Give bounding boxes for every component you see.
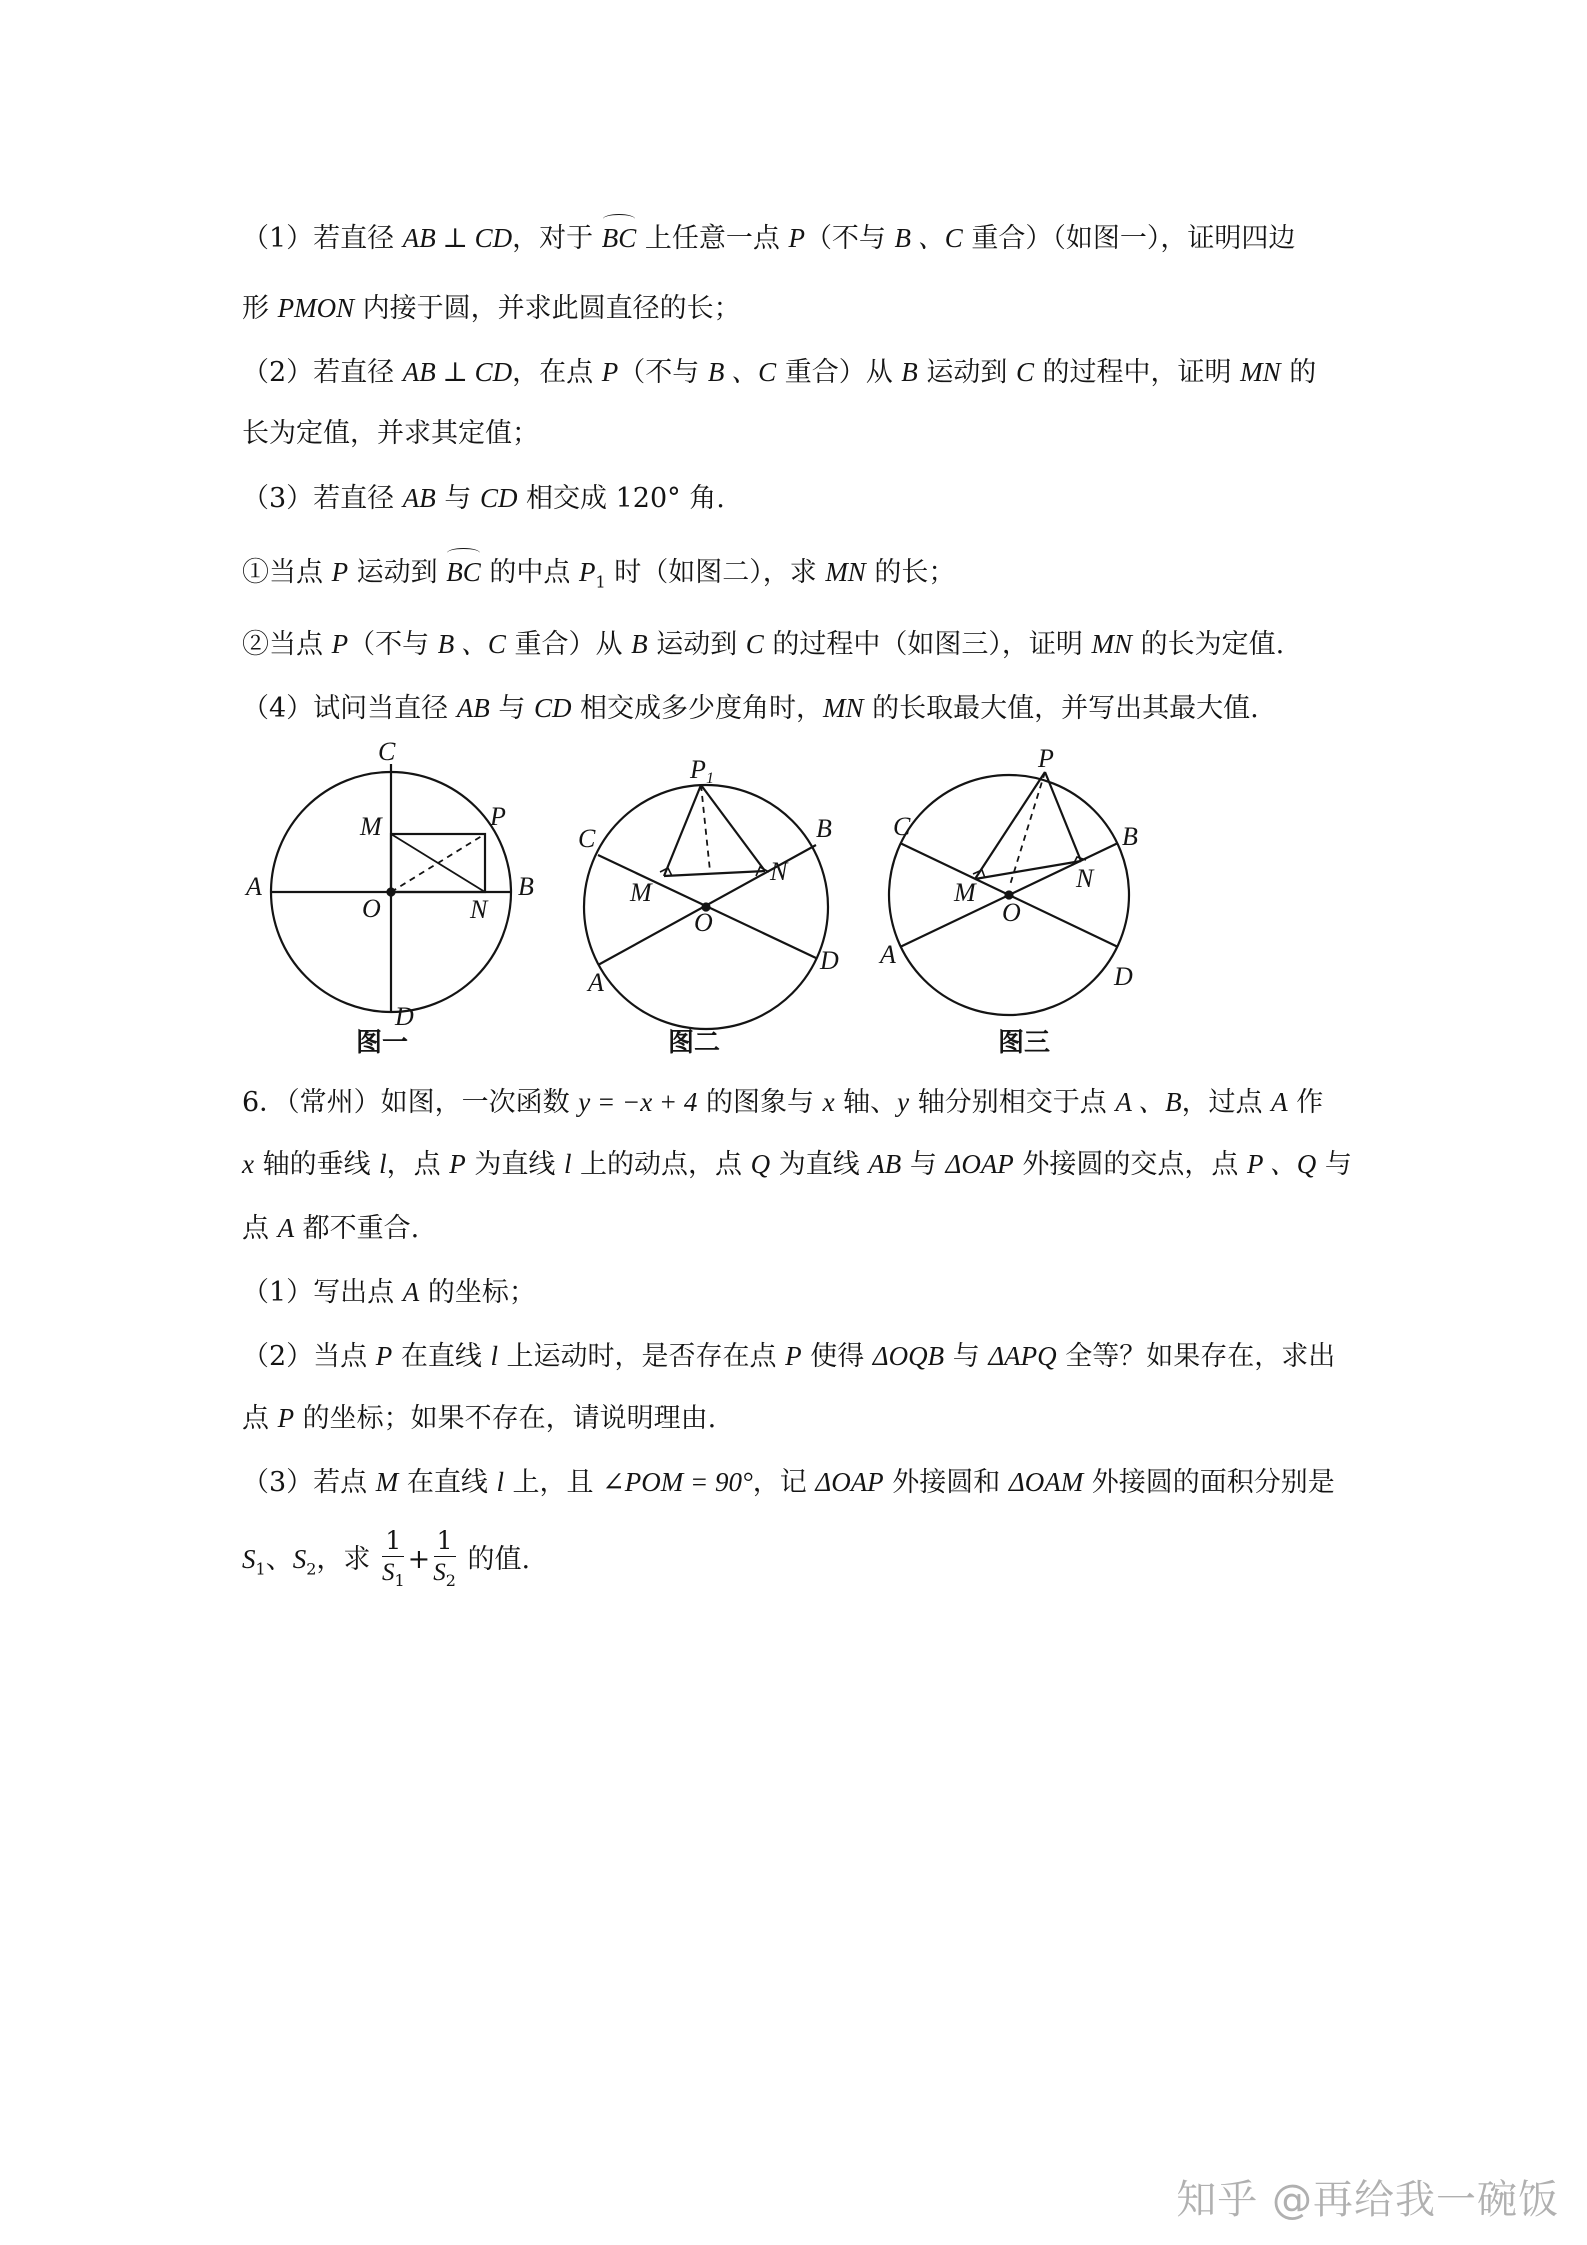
math: C bbox=[745, 629, 764, 659]
text: 点 bbox=[242, 1213, 278, 1244]
math: B 、C bbox=[437, 629, 506, 659]
text: （3）若点 bbox=[242, 1467, 376, 1498]
text: 的中点 bbox=[480, 557, 579, 588]
problem-6-part-3-cont bbox=[242, 1524, 1362, 1604]
problem-6-stem bbox=[242, 1082, 1362, 1123]
text: （1）若直径 bbox=[242, 223, 403, 254]
figure-two bbox=[584, 785, 828, 1029]
math: AB ⊥ CD bbox=[402, 223, 513, 253]
text: 运动到 bbox=[917, 357, 1016, 388]
subscript: 1 bbox=[255, 1559, 266, 1579]
caption-figure-one: 图一 bbox=[356, 1028, 409, 1058]
function: y = −x + 4 bbox=[578, 1087, 698, 1117]
point-o bbox=[388, 889, 395, 896]
math: AB ⊥ CD bbox=[402, 357, 513, 387]
text: 与 bbox=[944, 1341, 989, 1372]
math: P bbox=[449, 1149, 466, 1179]
math: A 、B bbox=[1115, 1087, 1182, 1117]
math: y bbox=[897, 1087, 910, 1117]
math: Q bbox=[750, 1149, 771, 1179]
numerator: 1 bbox=[434, 1526, 456, 1557]
text: 外接圆和 bbox=[883, 1467, 1009, 1498]
problem-5-part-3-sub-2 bbox=[242, 624, 1362, 665]
math: S bbox=[242, 1544, 256, 1574]
text: 形 bbox=[242, 293, 278, 324]
math: B bbox=[631, 629, 648, 659]
text: 的值. bbox=[458, 1544, 531, 1575]
math: P 、Q bbox=[1246, 1149, 1317, 1179]
math: AB bbox=[456, 693, 490, 723]
text: 与 bbox=[489, 693, 534, 724]
math: S bbox=[381, 1558, 395, 1586]
label-c: C bbox=[578, 824, 596, 853]
label-b: B bbox=[1122, 822, 1138, 851]
math: ΔOAP bbox=[815, 1467, 884, 1497]
label-b: B bbox=[518, 872, 534, 901]
text: 的长取最大值，并写出其最大值. bbox=[863, 693, 1259, 724]
text: 角. bbox=[680, 483, 725, 514]
fraction-1-over-s1 bbox=[382, 1526, 405, 1596]
text: 相交成多少度角时， bbox=[571, 693, 824, 724]
text: 的过程中，证明 bbox=[1033, 357, 1241, 388]
math: P bbox=[277, 1403, 295, 1433]
problem-6-part-1 bbox=[242, 1272, 1362, 1313]
angle-value: 120° bbox=[615, 483, 681, 514]
math: l bbox=[379, 1149, 387, 1179]
caption-figure-two: 图二 bbox=[668, 1028, 721, 1058]
math: CD bbox=[479, 483, 518, 513]
label-a: A bbox=[246, 872, 262, 901]
label-d: D bbox=[1114, 962, 1133, 991]
text: 上任意一点 bbox=[636, 223, 789, 254]
text: 外接圆的交点，点 bbox=[1013, 1149, 1247, 1180]
text: 上的动点，点 bbox=[571, 1149, 751, 1180]
math: P bbox=[331, 629, 349, 659]
math: P bbox=[788, 223, 805, 253]
text: 、 bbox=[265, 1544, 293, 1575]
problem-6-stem-end bbox=[242, 1208, 1362, 1249]
math: B 、C bbox=[707, 357, 777, 387]
label-o: O bbox=[694, 908, 713, 937]
math: P bbox=[375, 1341, 393, 1371]
segment-pm bbox=[975, 772, 1045, 879]
math: MN bbox=[1091, 629, 1132, 659]
label-m: M bbox=[360, 812, 382, 841]
segment-p1n bbox=[701, 785, 765, 871]
arc-bc: BC bbox=[446, 552, 481, 592]
math: x bbox=[242, 1149, 254, 1179]
math: MN bbox=[1240, 357, 1281, 387]
angle-condition: ∠POM = 90° bbox=[602, 1467, 753, 1497]
math: MN bbox=[825, 557, 866, 587]
text: 的坐标；如果不存在，请说明理由. bbox=[294, 1403, 717, 1434]
text: 与 bbox=[435, 483, 480, 514]
text: 在直线 bbox=[398, 1467, 497, 1498]
text: 的长； bbox=[865, 557, 956, 588]
math: AB bbox=[868, 1149, 902, 1179]
problem-5-part-2 bbox=[242, 352, 1362, 393]
math: P bbox=[785, 1341, 802, 1371]
label-n: N bbox=[1076, 864, 1094, 893]
math: P bbox=[331, 557, 349, 587]
text: ，点 bbox=[386, 1149, 450, 1180]
math: B 、C bbox=[894, 223, 963, 253]
denominator bbox=[433, 1557, 456, 1596]
label-p1: P bbox=[690, 755, 706, 784]
problem-5-part-2-cont bbox=[242, 414, 1362, 454]
math: B bbox=[901, 357, 918, 387]
text: 的坐标； bbox=[419, 1277, 536, 1308]
text: （2）当点 bbox=[242, 1341, 376, 1372]
label-c: C bbox=[893, 812, 911, 841]
math: P bbox=[601, 357, 619, 387]
problem-6-part-3 bbox=[242, 1462, 1362, 1503]
text: 在直线 bbox=[392, 1341, 491, 1372]
text: 与 bbox=[901, 1149, 946, 1180]
figure-three bbox=[889, 772, 1129, 1015]
text: （4）试问当直径 bbox=[242, 693, 457, 724]
text: 重合）（如图一），证明四边 bbox=[962, 223, 1296, 254]
text: 轴的垂线 bbox=[253, 1149, 380, 1180]
label-a: A bbox=[880, 940, 896, 969]
math: M bbox=[375, 1467, 399, 1497]
problem-6-part-2 bbox=[242, 1336, 1362, 1377]
caption-figure-three: 图三 bbox=[998, 1028, 1051, 1058]
label-a: A bbox=[588, 968, 604, 997]
text: ，求 bbox=[316, 1544, 379, 1575]
text: （不与 bbox=[804, 223, 895, 254]
fraction-1-over-s2 bbox=[433, 1526, 456, 1596]
text: （不与 bbox=[348, 629, 438, 660]
math: A bbox=[402, 1277, 420, 1307]
denominator bbox=[382, 1557, 405, 1596]
problem-5-part-4 bbox=[242, 688, 1362, 729]
text: 轴、 bbox=[834, 1087, 898, 1118]
problem-5-part-1-cont bbox=[242, 288, 1362, 329]
watermark: 知乎 @再给我一碗饭 bbox=[1176, 2177, 1559, 2223]
label-n: N bbox=[470, 895, 488, 924]
math: AB bbox=[402, 483, 436, 513]
text: 上，且 bbox=[503, 1467, 603, 1498]
math: x bbox=[822, 1087, 835, 1117]
problem-6-part-2-cont bbox=[242, 1398, 1362, 1439]
text: 都不重合. bbox=[294, 1213, 420, 1244]
text: 外接圆的面积分别是 bbox=[1083, 1467, 1335, 1498]
math: A bbox=[277, 1213, 295, 1243]
text: （1）写出点 bbox=[242, 1277, 403, 1308]
plus-sign: + bbox=[407, 1544, 431, 1575]
text: （2）若直径 bbox=[242, 357, 403, 388]
math: ΔOAM bbox=[1008, 1467, 1084, 1497]
text: 上运动时，是否存在点 bbox=[497, 1341, 786, 1372]
math: S bbox=[433, 1558, 446, 1586]
math: C bbox=[1015, 357, 1034, 387]
text: 为直线 bbox=[465, 1149, 564, 1180]
math: PMON bbox=[277, 293, 355, 323]
problem-5-part-3 bbox=[242, 478, 1362, 519]
text: 重合）从 bbox=[776, 357, 902, 388]
math: P bbox=[578, 557, 596, 587]
segment-mn bbox=[975, 861, 1081, 879]
text: 运动到 bbox=[647, 629, 746, 660]
text: 为直线 bbox=[770, 1149, 869, 1180]
text: ①当点 bbox=[242, 557, 332, 588]
label-n: N bbox=[770, 857, 788, 886]
text: ②当点 bbox=[242, 629, 332, 660]
text: 的图象与 bbox=[697, 1087, 823, 1118]
figure-one bbox=[271, 764, 511, 1012]
text: （3）若直径 bbox=[242, 483, 403, 514]
label-p1-subscript: 1 bbox=[706, 770, 714, 787]
text: 点 bbox=[242, 1403, 278, 1434]
label-b: B bbox=[816, 814, 832, 843]
math: l bbox=[490, 1341, 498, 1371]
math: ΔOQB bbox=[872, 1341, 945, 1371]
label-p: P bbox=[490, 802, 506, 831]
math: ΔOAP bbox=[945, 1149, 1014, 1179]
text: 长为定值，并求其定值； bbox=[242, 418, 539, 449]
text: 时（如图二），求 bbox=[605, 557, 826, 588]
problem-5-part-1 bbox=[242, 218, 1362, 259]
subscript: 1 bbox=[595, 572, 606, 592]
text: 使得 bbox=[801, 1341, 873, 1372]
numerator: 1 bbox=[382, 1526, 404, 1557]
math: l bbox=[496, 1467, 504, 1497]
math: ΔAPQ bbox=[988, 1341, 1057, 1371]
text: 重合）从 bbox=[505, 629, 632, 660]
label-m: M bbox=[954, 878, 976, 907]
segment-p1o bbox=[701, 785, 710, 871]
subscript: 1 bbox=[394, 1570, 405, 1590]
text: 6．（常州）如图，一次函数 bbox=[242, 1087, 579, 1118]
text: ，对于 bbox=[512, 223, 602, 254]
geometry-figures bbox=[238, 735, 1198, 1065]
text: 运动到 bbox=[348, 557, 447, 588]
text: ，记 bbox=[752, 1467, 816, 1498]
text: 与 bbox=[1316, 1149, 1352, 1180]
problem-5-part-3-sub-1 bbox=[242, 552, 1362, 602]
math: l bbox=[563, 1149, 572, 1179]
arc-bc: BC bbox=[602, 218, 637, 258]
text: 的长为定值. bbox=[1131, 629, 1285, 660]
text: （不与 bbox=[618, 357, 708, 388]
text: 的过程中（如图三），证明 bbox=[763, 629, 1092, 660]
math: MN bbox=[823, 693, 864, 723]
label-c: C bbox=[378, 737, 396, 766]
segment-pn bbox=[1045, 772, 1081, 861]
text: 全等？如果存在，求出 bbox=[1056, 1341, 1336, 1372]
label-m: M bbox=[630, 878, 652, 907]
text: ，过点 bbox=[1181, 1087, 1272, 1118]
math: CD bbox=[533, 693, 572, 723]
label-p: P bbox=[1038, 744, 1054, 773]
label-d: D bbox=[395, 1002, 414, 1031]
label-d: D bbox=[820, 946, 839, 975]
text: ，在点 bbox=[512, 357, 602, 388]
math: A bbox=[1271, 1087, 1288, 1117]
math: S bbox=[292, 1544, 307, 1574]
subscript: 2 bbox=[445, 1570, 456, 1590]
text: 内接于圆，并求此圆直径的长； bbox=[354, 293, 741, 324]
segment-mn bbox=[664, 871, 765, 876]
label-o: O bbox=[1002, 898, 1021, 927]
text: 的 bbox=[1280, 357, 1317, 388]
label-o: O bbox=[362, 894, 381, 923]
text: 作 bbox=[1287, 1087, 1324, 1118]
text: 轴分别相交于点 bbox=[909, 1087, 1116, 1118]
subscript: 2 bbox=[306, 1559, 317, 1579]
segment-p1m bbox=[664, 785, 701, 876]
text: 相交成 bbox=[517, 483, 616, 514]
problem-6-stem-cont bbox=[242, 1144, 1362, 1185]
